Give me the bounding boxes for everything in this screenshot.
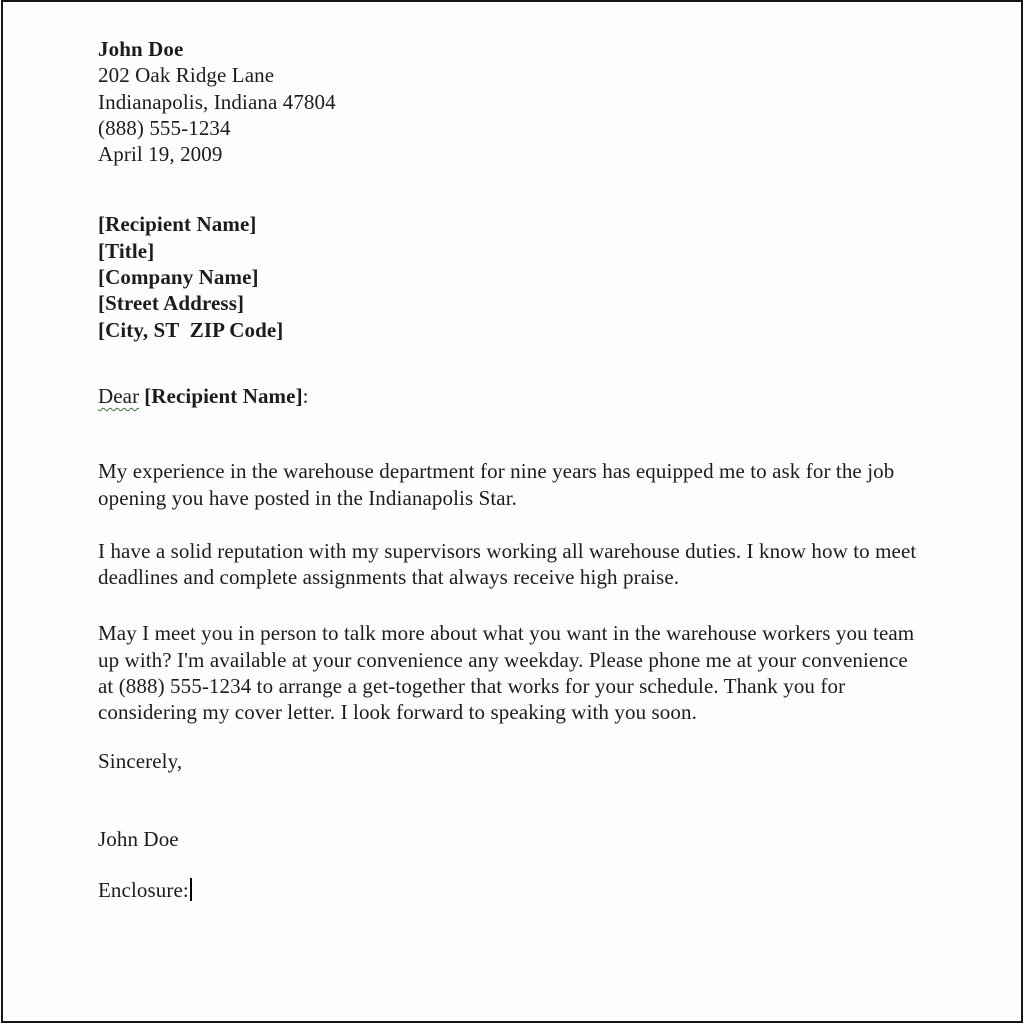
enclosure-label[interactable]: Enclosure: bbox=[98, 878, 189, 903]
salutation-recipient-placeholder[interactable]: [Recipient Name] bbox=[144, 383, 303, 408]
grammar-check-underlined-word[interactable]: Dear bbox=[98, 383, 140, 408]
document-page[interactable] bbox=[1, 0, 1023, 1023]
sender-phone[interactable]: (888) 555-1234 bbox=[98, 115, 231, 140]
signature-name[interactable]: John Doe bbox=[98, 826, 179, 851]
recipient-title-placeholder[interactable]: [Title] bbox=[98, 238, 155, 263]
sender-block[interactable] bbox=[98, 36, 922, 167]
body-paragraph-1[interactable]: My experience in the warehouse department for nine years has equipped me to ask for the job opening you have posted in the Indianapolis Star. bbox=[98, 459, 895, 510]
salutation-colon[interactable]: : bbox=[302, 383, 309, 408]
salutation-line[interactable] bbox=[98, 383, 922, 409]
body-paragraph-2[interactable]: I have a solid reputation with my supervisors working all warehouse duties. I know how to meet deadlines and complete assignments that always receive high praise. bbox=[98, 538, 917, 590]
recipient-city-placeholder[interactable]: [City, ST ZIP Code] bbox=[98, 317, 284, 342]
sender-address-line2[interactable]: Indianapolis, Indiana 47804 bbox=[98, 89, 336, 114]
body-paragraph-3[interactable]: May I meet you in person to talk more about what you want in the warehouse workers you team up with? I'm available at your convenience any weekday. Please phone me at your convenience at (888) 555-1234 to arrange a get-together that works for your schedule. Thank you for considering my cover letter. I look forward to speaking with you soon. bbox=[98, 621, 915, 725]
sender-address-line1[interactable]: 202 Oak Ridge Lane bbox=[98, 63, 275, 88]
text-cursor-caret bbox=[190, 878, 192, 901]
sender-name[interactable]: John Doe bbox=[98, 37, 184, 61]
letter-date[interactable]: April 19, 2009 bbox=[98, 142, 223, 167]
letter-body[interactable] bbox=[98, 36, 922, 904]
enclosure-line[interactable] bbox=[98, 877, 922, 903]
recipient-street-placeholder[interactable]: [Street Address] bbox=[98, 291, 245, 316]
recipient-name-placeholder[interactable]: [Recipient Name] bbox=[98, 212, 257, 237]
recipient-block[interactable] bbox=[98, 211, 922, 342]
recipient-company-placeholder[interactable]: [Company Name] bbox=[98, 265, 259, 290]
closing-line[interactable]: Sincerely, bbox=[98, 748, 183, 773]
